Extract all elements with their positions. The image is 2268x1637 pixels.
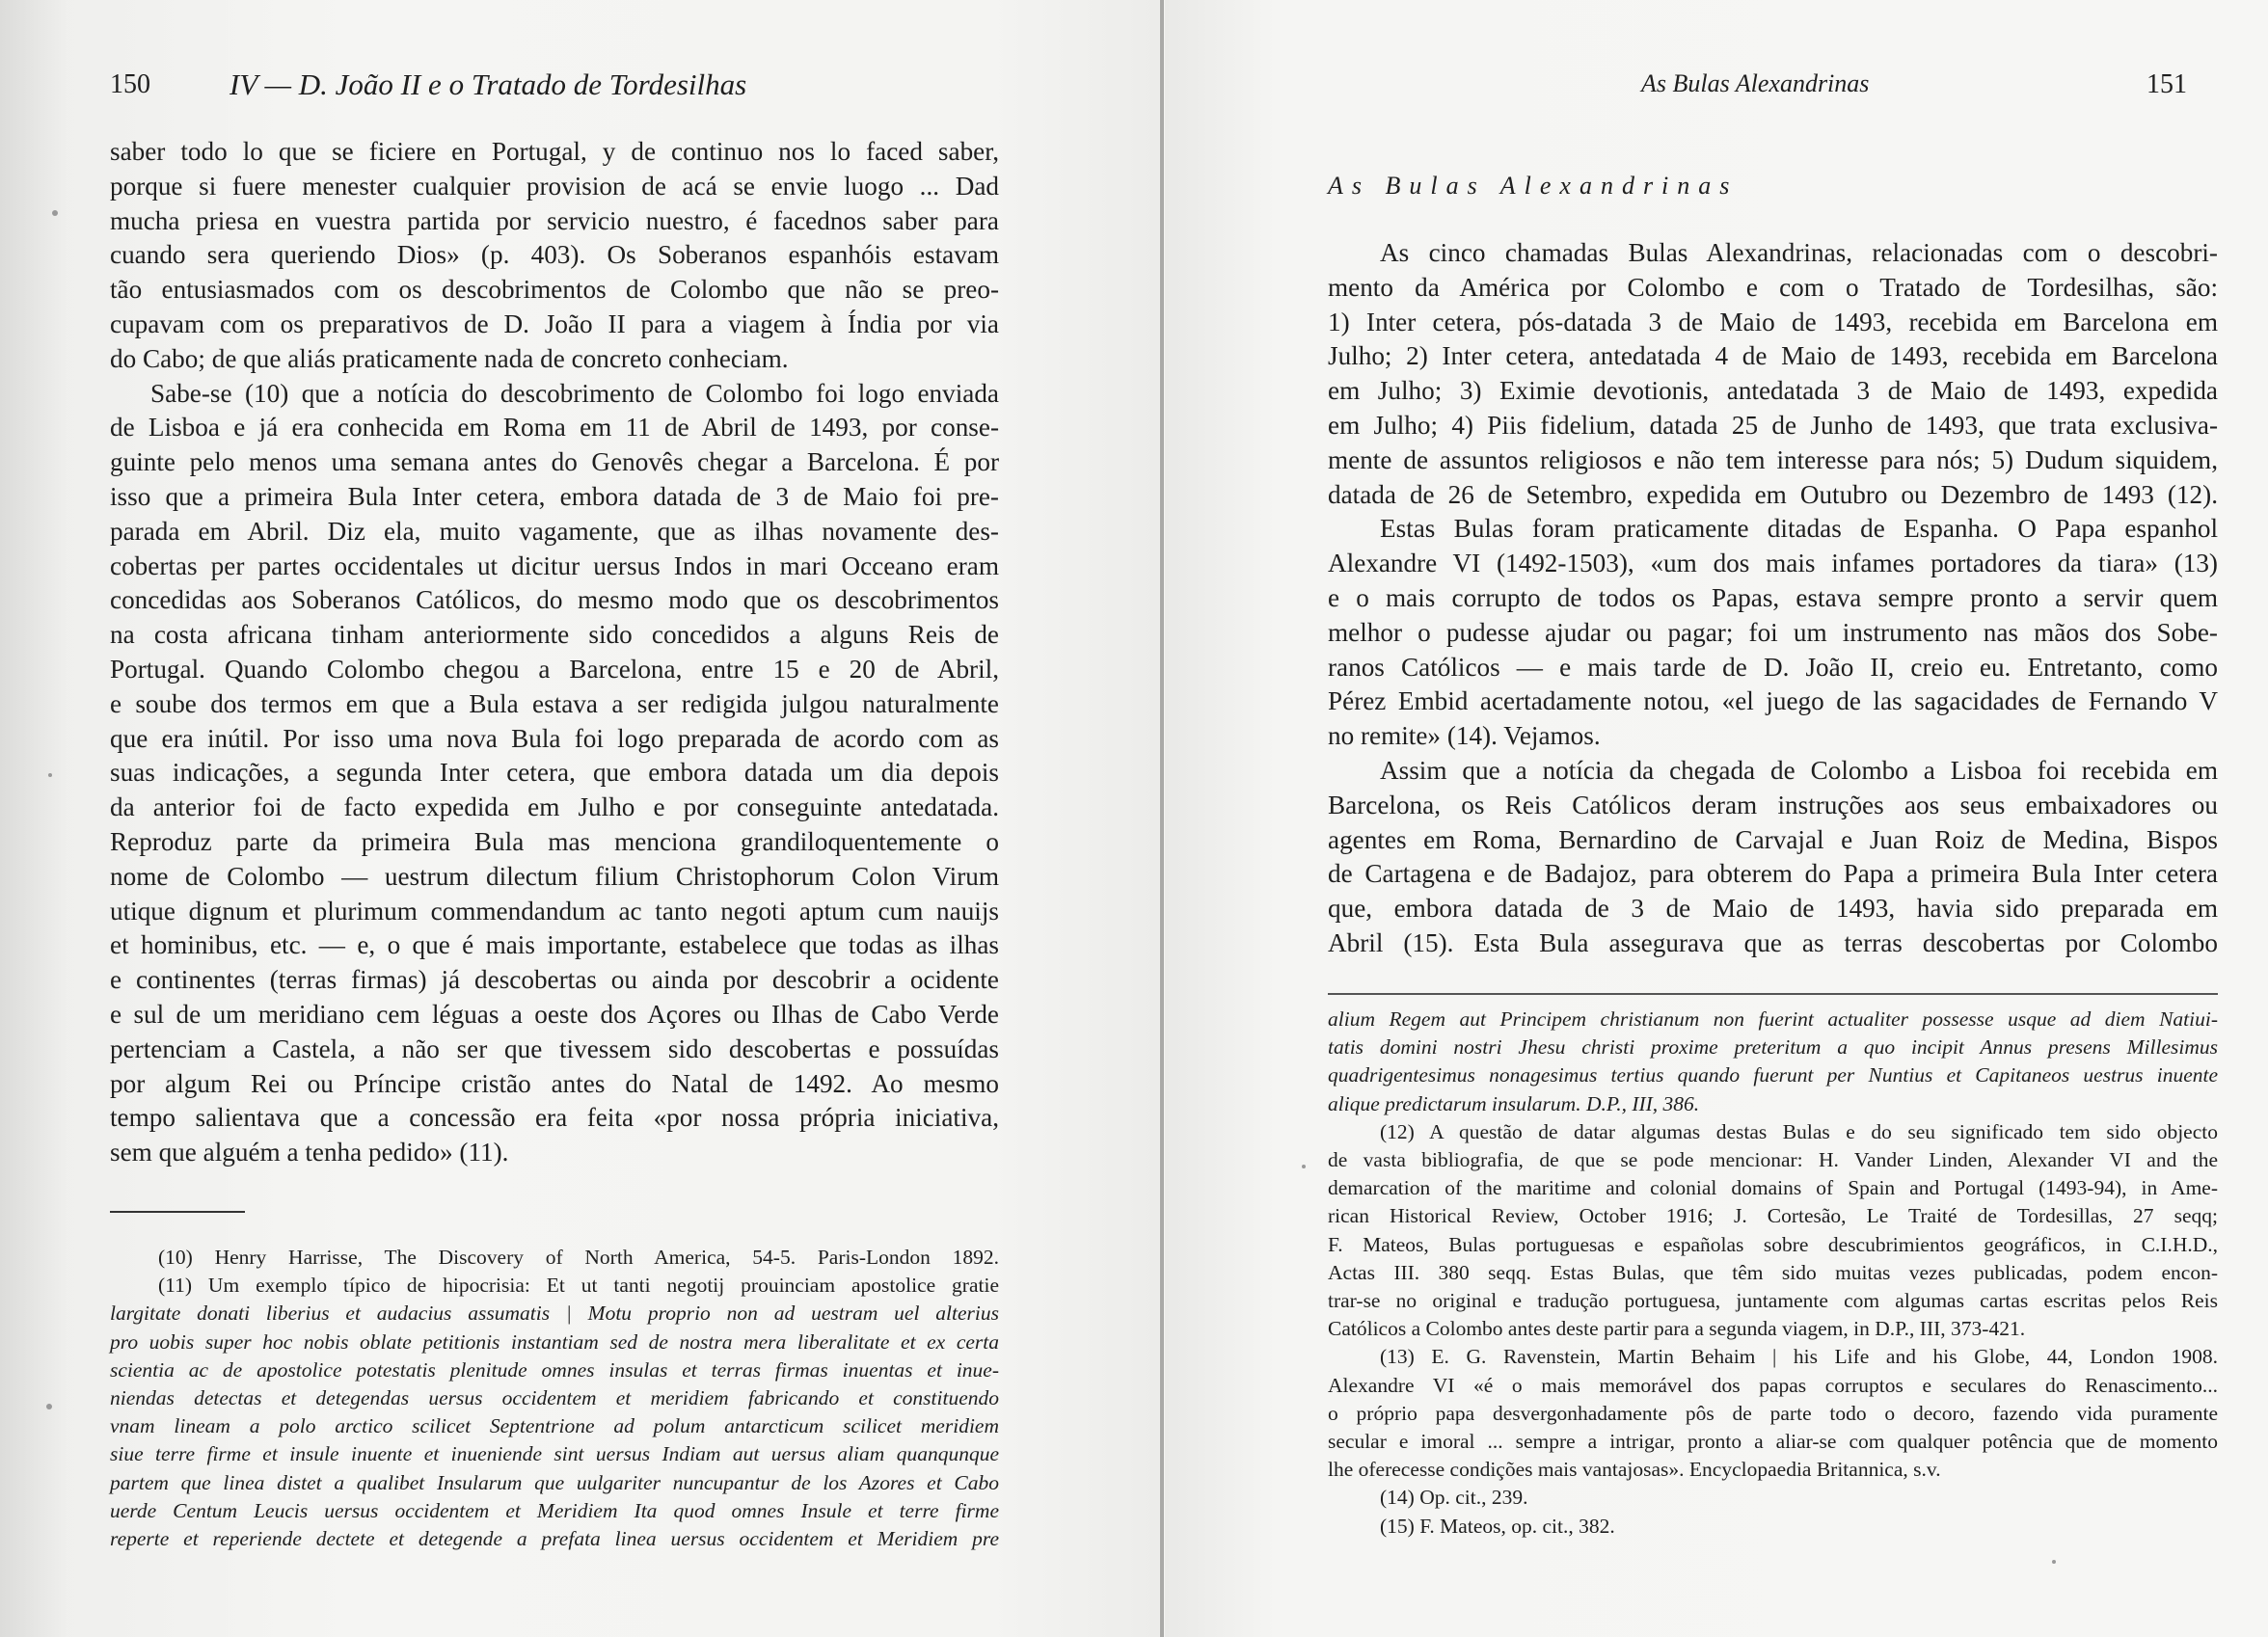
text-line: mento da América por Colombo e com o Tratado de Tordesilhas, são:: [1328, 272, 2218, 302]
text-line: cuando sera queriendo Dios» (p. 403). Os Soberanos espanhóis estavam: [110, 240, 999, 270]
footnote-line: F. Mateos, Bulas portuguesas e españolas sobre descubrimientos geográficos, in C.I.H.D.,: [1328, 1232, 2218, 1256]
text-line: tempo salientava que a concessão era feita «por nossa própria iniciativa,: [110, 1103, 999, 1133]
text-line: na costa africana tinham anteriormente sido concedidos a alguns Reis de: [110, 620, 999, 650]
text-line: pertenciam a Castela, a não ser que tivessem sido descobertas e possuídas: [110, 1033, 999, 1063]
footnote-line: (14) Op. cit., 239.: [1380, 1486, 1528, 1510]
scan-speck: [46, 1404, 52, 1409]
footnote-rule: [110, 1211, 245, 1213]
scan-speck: [52, 210, 58, 216]
footnote-line: uerde Centum Leucis uersus occidentem et Meridiem Ita quod omnes Insule et terre firme: [110, 1498, 999, 1522]
footnote-line: reperte et reperiende dectete et detegende a prefata linea uersus occidentem et Meridiem pre: [110, 1527, 999, 1551]
footnote-line: largitate donati liberius et audacius assumatis | Motu proprio non ad uestram uel alterius: [110, 1302, 999, 1326]
text-line: da anterior foi de facto expedida em Julho e por conseguinte antedatada.: [110, 792, 999, 822]
text-line: agentes em Roma, Bernardino de Carvajal e Juan Roiz de Medina, Bispos: [1328, 824, 2218, 854]
footnote-line: alium Regem aut Principem christianum non fuerint actualiter possesse usque ad diem Natiui-: [1328, 1007, 2218, 1031]
footnote-line: vnam lineam a polo arctico scilicet Septentrione ad polum antarcticum scilicet meridiem: [110, 1414, 999, 1438]
text-line: mente de assuntos religiosos e não tem interesse para nós; 5) Dudum siquidem,: [1328, 444, 2218, 474]
running-title-right: As Bulas Alexandrinas: [1641, 69, 1870, 97]
footnote-line: Católicos a Colombo antes deste partir para a segunda viagem, in D.P., III, 373-421.: [1328, 1317, 2026, 1341]
footnote-line: (10) Henry Harrisse, The Discovery of North America, 54-5. Paris-London 1892.: [158, 1246, 999, 1269]
text-line: Julho; 2) Inter cetera, antedatada 4 de Maio de 1493, recebida em Barcelona: [1328, 341, 2218, 371]
body-text: [110, 135, 999, 1170]
footnote-line: o próprio papa desvergonhadamente pôs de parte todo o decoro, fazendo vida puramente: [1328, 1401, 2218, 1425]
text-line: As cinco chamadas Bulas Alexandrinas, relacionadas com o descobri-: [1380, 238, 2218, 267]
text-line: Assim que a notícia da chegada de Colombo a Lisboa foi recebida em: [1380, 755, 2218, 785]
text-line: guinte pelo menos uma semana antes do Genovês chegar a Barcelona. É por: [110, 447, 999, 477]
text-line: datada de 26 de Setembro, expedida em Outubro ou Dezembro de 1493 (12).: [1328, 479, 2218, 509]
text-line: saber todo lo que se ficiere en Portugal, y de continuo nos lo faced saber,: [110, 137, 999, 166]
scan-speck: [2052, 1560, 2056, 1564]
text-line: utique dignum et plurimum commendandum ac tanto negoti aptum cum nauijs: [110, 896, 999, 926]
text-line: Alexandre VI (1492-1503), «um dos mais infames portadores da tiara» (13): [1328, 549, 2218, 578]
page-number: 150: [110, 69, 150, 99]
page-number-right: 151: [2146, 69, 2187, 99]
page-edge-shadow: [0, 0, 68, 1637]
footnote-line: trar-se no original e tradução portuguesa, juntamente com algumas cartas escritas pelos Reis: [1328, 1289, 2218, 1313]
text-line: Portugal. Quando Colombo chegou a Barcelona, entre 15 e 20 de Abril,: [110, 654, 999, 684]
text-line: que, embora datada de 3 de Maio de 1493, havia sido preparada em: [1328, 894, 2218, 924]
footnote-line: alique predictarum insularum. D.P., III, 386.: [1328, 1091, 1700, 1115]
footnote-line: de vasta bibliografia, de que se pode mencionar: H. Vander Linden, Alexander VI and the: [1328, 1148, 2218, 1172]
text-line: ranos Católicos — e mais tarde de D. João II, creio eu. Entretanto, como: [1328, 652, 2218, 682]
footnote-line: lhe oferecesse condições mais vantajosas». Encyclopaedia Britannica, s.v.: [1328, 1458, 1941, 1482]
text-line: concedidas aos Soberanos Católicos, do mesmo modo que os descobrimentos: [110, 585, 999, 615]
text-line: parada em Abril. Diz ela, muito vagamente, que as ilhas novamente des-: [110, 516, 999, 546]
text-line: em Julho; 4) Piis fidelium, datada 25 de Junho de 1493, que trata exclusiva-: [1328, 410, 2218, 440]
text-line: cupavam com os preparativos de D. João II para a viagem à Índia por via: [110, 309, 999, 338]
footnote-line: demarcation of the maritime and colonial domains of Spain and Portugal (1493-94), in Ame-: [1328, 1176, 2218, 1200]
scan-speck: [1302, 1165, 1306, 1168]
footnote-line: scientia ac de apostolice potestatis plenitude omnes insulas et terras firmas inuentas et inue-: [110, 1357, 999, 1382]
text-line: do Cabo; de que aliás praticamente nada de concreto conheciam.: [110, 343, 789, 373]
footnote-line: partem que linea distet a qualibet Insularum que uulgariter nuncupantur de los Azores et Cabo: [110, 1470, 999, 1494]
text-line: melhor o pudesse ajudar ou pagar; foi um instrumento nas mãos dos Sobe-: [1328, 617, 2218, 647]
text-line: tão entusiasmados com os descobrimentos de Colombo que não se preo-: [110, 275, 999, 305]
text-line: Abril (15). Esta Bula assegurava que as terras descobertas por Colombo: [1328, 927, 2218, 957]
section-title: As Bulas Alexandrinas: [1328, 172, 1739, 200]
footnote-line: secular e imoral ... sempre a intrigar, pronto a aliar-se com qualquer potência que de momento: [1328, 1430, 2218, 1454]
footnotes: [110, 1244, 999, 1553]
text-line: nome de Colombo — uestrum dilectum filium Christophorum Colon Virum: [110, 861, 999, 891]
text-line: Pérez Embid acertadamente notou, «el juego de las sagacidades de Fernando V: [1328, 686, 2218, 716]
text-line: que era inútil. Por isso uma nova Bula foi logo preparada de acordo com as: [110, 723, 999, 753]
text-line: Sabe-se (10) que a notícia do descobrimento de Colombo foi logo enviada: [150, 378, 999, 408]
footnote-line: quadrigentesimus nonagesimus tertius quando fuerunt per Nuntius et Capitaneos uestrus inuente: [1328, 1063, 2218, 1087]
text-line: isso que a primeira Bula Inter cetera, embora datada de 3 de Maio foi pre-: [110, 481, 999, 511]
footnote-line: (11) Um exemplo típico de hipocrisia: Et ut tanti negotij prouinciam apostolice gratie: [158, 1274, 999, 1298]
text-line: 1) Inter cetera, pós-datada 3 de Maio de 1493, recebida em Barcelona em: [1328, 307, 2218, 336]
footnote-line: tatis domini nostri Jhesu christi proxime preteritum a quo incipit Annus presens Millesimus: [1328, 1035, 2218, 1060]
footnotes-right: [1328, 1006, 2218, 1541]
text-line: de Cartagena e de Badajoz, para obterem do Papa a primeira Bula Inter cetera: [1328, 859, 2218, 889]
body-text-right: [1328, 236, 2218, 961]
text-line: Estas Bulas foram praticamente ditadas de Espanha. O Papa espanhol: [1380, 514, 2218, 544]
footnote-line: (12) A questão de datar algumas destas Bulas e do seu significado tem sido objecto: [1380, 1119, 2218, 1143]
text-line: mucha priesa en vuestra partida por servicio nuestro, é facednos saber para: [110, 205, 999, 235]
footnote-line: siue terre firme et insule inuente et inueniende sint uersus Indiam aut uersus aliam quanqunque: [110, 1442, 999, 1466]
text-line: suas indicações, a segunda Inter cetera, que embora datada um dia depois: [110, 758, 999, 788]
footnote-line: niendas detectas et detegendas uersus occidentem et meridiem fabricando et constituendo: [110, 1386, 999, 1410]
text-line: porque si fuere menester cualquier provision de acá se envie luogo ... Dad: [110, 171, 999, 201]
footnote-separator: [1328, 993, 2218, 995]
text-line: e o mais corrupto de todos os Papas, estava sempre pronto a servir quem: [1328, 582, 2218, 612]
scan-speck: [48, 773, 52, 777]
text-line: por algum Rei ou Príncipe cristão antes do Natal de 1492. Ao mesmo: [110, 1068, 999, 1098]
text-line: Barcelona, os Reis Católicos deram instruções aos seus embaixadores ou: [1328, 790, 2218, 819]
text-line: e continentes (terras firmas) já descobertas ou ainda por descobrir a ocidente: [110, 965, 999, 995]
footnote-line: Actas III. 380 seqq. Estas Bulas, que têm sido muitas vezes publicadas, podem encon-: [1328, 1260, 2218, 1284]
text-line: de Lisboa e já era conhecida em Roma em 11 de Abril de 1493, por conse-: [110, 413, 999, 443]
text-line: et hominibus, etc. — e, o que é mais importante, estabelece que todas as ilhas: [110, 930, 999, 960]
text-line: em Julho; 3) Eximie devotionis, antedatada 3 de Maio de 1493, expedida: [1328, 376, 2218, 406]
footnote-line: rican Historical Review, October 1916; J. Cortesão, Le Traité de Tordesillas, 27 seqq;: [1328, 1204, 2218, 1228]
text-line: Reproduz parte da primeira Bula mas menciona grandiloquentemente o: [110, 826, 999, 856]
footnote-line: (15) F. Mateos, op. cit., 382.: [1380, 1514, 1615, 1538]
running-title: IV — D. João II e o Tratado de Tordesilhas: [230, 67, 747, 101]
text-line: no remite» (14). Vejamos.: [1328, 721, 1601, 751]
text-line: cobertas per partes occidentales ut dicitur uersus Indos in mari Occeano eram: [110, 550, 999, 580]
footnote-line: Alexandre VI «é o mais memorável dos papas corruptos e seculares do Renascimento...: [1328, 1373, 2218, 1397]
footnote-line: pro uobis super hoc nobis oblate petitionis instantiam sed de nostra mera liberalitate et ex certa: [110, 1329, 999, 1354]
footnote-line: (13) E. G. Ravenstein, Martin Behaim | his Life and his Globe, 44, London 1908.: [1380, 1345, 2218, 1369]
text-line: e soube dos termos em que a Bula estava a ser redigida julgou naturalmente: [110, 688, 999, 718]
text-line: sem que alguém a tenha pedido» (11).: [110, 1138, 509, 1167]
page-gutter: [1160, 0, 1164, 1637]
text-line: e sul de um meridiano cem léguas a oeste dos Açores ou Ilhas de Cabo Verde: [110, 999, 999, 1029]
